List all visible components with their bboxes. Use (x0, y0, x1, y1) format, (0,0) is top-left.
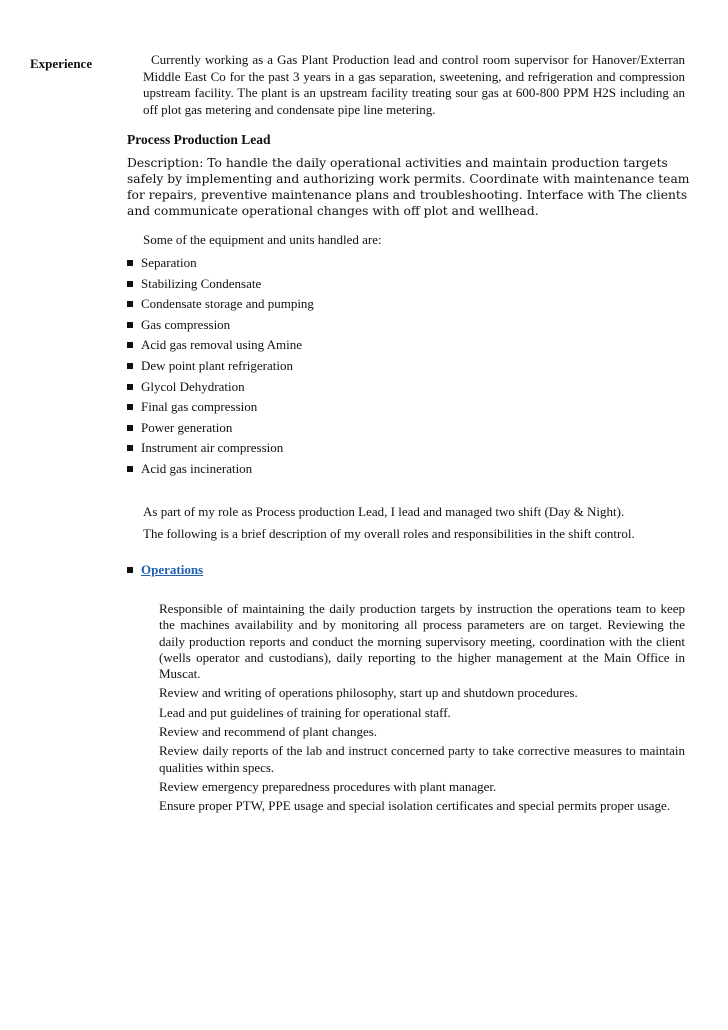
responsibility-item: Review and recommend of plant changes. (159, 724, 378, 740)
square-bullet-icon (127, 567, 133, 573)
equipment-intro: Some of the equipment and units handled are: (143, 232, 382, 247)
square-bullet-icon (127, 322, 133, 328)
equipment-item: Acid gas incineration (141, 460, 253, 476)
role-description: Description: To handle the daily operational activities and maintain production targets safely by implementing and authorizing work permits. Coordinate with maintenance team for repairs, preventive maintenance plans and troubleshooting. Interface with The clients and communicate operational changes with off plot and wellhead. (127, 156, 690, 218)
square-bullet-icon (127, 363, 133, 369)
equipment-item: Glycol Dehydration (141, 378, 245, 394)
equipment-list (127, 253, 314, 480)
square-bullet-icon (127, 260, 133, 266)
square-bullet-icon (127, 445, 133, 451)
operations-link[interactable]: Operations (141, 562, 204, 577)
responsibility-item: Review and writing of operations philosophy, start up and shutdown procedures. (159, 685, 578, 701)
equipment-item: Power generation (141, 419, 233, 435)
list-item (127, 274, 314, 295)
shift-line: The following is a brief description of my overall roles and responsibilities in the shift control. (143, 526, 635, 541)
square-bullet-icon (127, 466, 133, 472)
equipment-item: Acid gas removal using Amine (141, 337, 303, 353)
shift-description (143, 501, 703, 545)
intro-paragraph: Currently working as a Gas Plant Production lead and control room supervisor for Hanover/Exterran Middle East Co for the past 3 years in a gas separation, sweetening, and refrigeration and compression upstream facility. The plant is an upstream facility treating sour gas at 600-800 PPM H2S including an off plot gas metering and condensate pipe line metering. (143, 52, 685, 117)
list-item (127, 253, 314, 274)
square-bullet-icon (127, 301, 133, 307)
list-item (127, 377, 314, 398)
list-item (127, 356, 314, 377)
square-bullet-icon (127, 384, 133, 390)
list-item (127, 397, 314, 418)
equipment-item: Final gas compression (141, 399, 258, 415)
list-item (127, 335, 314, 356)
square-bullet-icon (127, 342, 133, 348)
square-bullet-icon (127, 425, 133, 431)
equipment-item: Separation (141, 255, 197, 270)
list-item (127, 459, 314, 480)
equipment-item: Condensate storage and pumping (141, 296, 314, 312)
section-label: Experience (30, 56, 93, 71)
responsibility-item: Review daily reports of the lab and instruct concerned party to take corrective measures to maintain qualities within specs. (159, 743, 685, 775)
equipment-item: Instrument air compression (141, 440, 284, 456)
equipment-item: Stabilizing Condensate (141, 275, 262, 291)
responsibility-item: Ensure proper PTW, PPE usage and special isolation certificates and special permits proper usage. (159, 798, 671, 814)
role-title: Process Production Lead (127, 132, 271, 147)
responsibility-item: Lead and put guidelines of training for operational staff. (159, 704, 451, 720)
equipment-item: Dew point plant refrigeration (141, 357, 293, 373)
equipment-item: Gas compression (141, 316, 231, 332)
operations-responsibilities (159, 601, 685, 818)
list-item (127, 315, 314, 336)
list-item (127, 418, 314, 439)
list-item (127, 294, 314, 315)
square-bullet-icon (127, 281, 133, 287)
experience-intro (143, 52, 685, 118)
list-item (127, 438, 314, 459)
responsibility-item: Review emergency preparedness procedures with plant manager. (159, 778, 497, 794)
responsibility-item: Responsible of maintaining the daily production targets by instruction the operations team to keep the machines availability and by monitoring all process parameters are on target. Reviewing the daily production reports and conduct the morning supervisory meeting, coordination with the client (wells operator and custodians), daily reporting to the higher management at the Main Office in Muscat. (159, 601, 685, 682)
shift-line: As part of my role as Process production Lead, I lead and managed two shift (Day & Night). (143, 504, 625, 519)
square-bullet-icon (127, 404, 133, 410)
operations-heading (127, 562, 203, 578)
